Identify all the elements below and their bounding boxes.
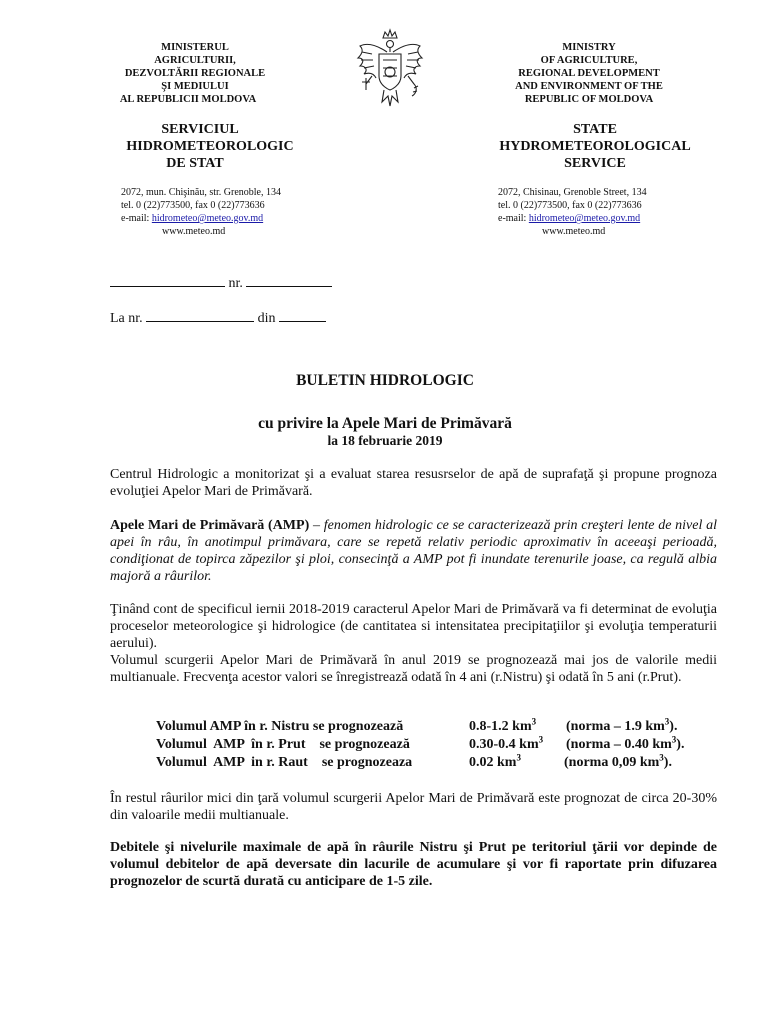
forecast-label: Volumul AMP in r. Raut se prognozeaza	[156, 755, 413, 770]
phone-fax: tel. 0 (22)773500, fax 0 (22)773636	[121, 200, 265, 211]
la-nr-label: La nr.	[110, 311, 143, 326]
forecast-norm: (norma – 1.9 $km^3$).	[566, 716, 678, 734]
ministry-line: MINISTERUL	[161, 42, 229, 53]
din-label: din	[257, 311, 276, 326]
coat-of-arms-icon	[352, 28, 428, 110]
phone-fax: tel. 0 (22)773500, fax 0 (22)773636	[498, 200, 642, 211]
coat-of-arms-emblem	[352, 28, 428, 110]
service-line: STATE	[573, 122, 617, 137]
ministry-line: REGIONAL DEVELOPMENT	[518, 68, 660, 79]
address: 2072, mun. Chişinău, str. Grenoble, 134	[121, 187, 281, 198]
email-line	[121, 212, 351, 225]
ministry-line: REPUBLIC OF MOLDOVA	[524, 94, 654, 105]
forecast-row-nistru	[156, 716, 716, 736]
blank-line	[110, 274, 225, 287]
blank-line	[246, 274, 332, 287]
small-rivers-paragraph: În restul râurilor mici din ţară volumul scurgerii Apelor Mari de Primăvară este prognozat de circa 20-30% din valoarile medii multianuale.	[110, 791, 717, 823]
forecast-label: Volumul AMP în r. Prut se prognozează	[156, 737, 410, 752]
ministry-line: OF AGRICULTURE,	[540, 55, 638, 66]
amp-definition: – fenomen hidrologic ce se caracterizează prin creşteri lente de nivel al apei în râu, în anotimpul primăvara, care se repetă relativ periodic aproximativ în aceeaşi perioadă, condiţionat de topirca zăpezilor şi ploi, consecinţă a AMP pot fi inundate terenurile joase, ca regulă albia majoră a râurilor.	[110, 518, 717, 584]
ministry-line: ŞI MEDIULUI	[161, 81, 229, 92]
forecast-value: 0.8-1.2 $km^3$	[469, 716, 537, 734]
contact-block-en	[498, 186, 728, 238]
winter-paragraph: Ţinând cont de specificul iernii 2018-2019 caracterul Apelor Mari de Primăvară va fi determinat de evoluţia proceselor meteorologice şi hidrologice (de cantitatea si intensitatea precipitaţiilor şi evoluţia temperaturii aerului).	[110, 602, 717, 651]
forecast-row-prut	[156, 734, 716, 754]
address: 2072, Chisinau, Grenoble Street, 134	[498, 187, 647, 198]
service-line: HYDROMETEOROLOGICAL	[499, 139, 691, 154]
email-label: e-mail:	[498, 213, 529, 224]
service-line: SERVICIUL	[161, 122, 239, 137]
document-title: BULETIN HIDROLOGIC	[296, 372, 474, 389]
website: www.meteo.md	[162, 226, 226, 237]
blank-line	[279, 309, 326, 322]
forecast-norm: (norma – 0.40 $km^3$).	[566, 734, 685, 752]
forecast-value: 0.30-0.4 $km^3$	[469, 734, 544, 752]
forecast-value: 0.02 $km^3$	[469, 752, 521, 770]
forecast-norm: (norma 0,09 $km^3$).	[564, 752, 672, 770]
ministry-header-ro	[100, 41, 290, 106]
service-line: HIDROMETEOROLOGIC	[126, 139, 294, 154]
discharges-paragraph: Debitele şi nivelurile maximale de apă în râurile Nistru şi Prut pe teritoriul ţării vor depinde de volumul debitelor de apă deversate din lacurile de acumulare şi vor fi raportate prin difuzarea prognozelor de scurtă durată cu anticipare de 1-5 zile.	[110, 840, 717, 889]
nr-label: nr.	[228, 276, 243, 291]
email-line	[498, 212, 728, 225]
document-subtitle: cu privire la Apele Mari de Primăvară	[258, 415, 512, 432]
reference-number-line	[110, 309, 326, 327]
ministry-line: AL REPUBLICII MOLDOVA	[119, 94, 257, 105]
ministry-line: AND ENVIRONMENT OF THE	[515, 81, 663, 92]
service-line: SERVICE	[564, 156, 626, 171]
amp-term: Apele Mari de Primăvară (AMP)	[110, 518, 310, 533]
volume-paragraph: Volumul scurgerii Apelor Mari de Primăvară în anul 2019 se prognozează mai jos de valorile medii multianuale. Frecvenţa acestor valori se înregistrează odată în 4 ani (r.Nistru) şi odată în 5 ani (r.Prut).	[110, 653, 717, 685]
website: www.meteo.md	[542, 226, 606, 237]
document-date: la 18 februarie 2019	[327, 433, 443, 448]
intro-paragraph: Centrul Hidrologic a monitorizat şi a evaluat starea resusrselor de apă de suprafaţă şi propune prognoza evoluţiei Apelor Mari de Primăvară.	[110, 467, 717, 499]
email-label: e-mail:	[121, 213, 152, 224]
service-name-en	[485, 121, 705, 172]
ministry-header-en	[494, 41, 684, 106]
service-line: DE STAT	[166, 156, 224, 171]
forecast-row-raut	[156, 752, 716, 772]
ministry-line: AGRICULTURII,	[154, 55, 236, 66]
blank-line	[146, 309, 254, 322]
email-link[interactable]: hidrometeo@meteo.gov.md	[528, 213, 641, 224]
ministry-line: DEZVOLTĂRII REGIONALE	[124, 68, 266, 79]
email-link[interactable]: hidrometeo@meteo.gov.md	[151, 213, 264, 224]
contact-block-ro	[121, 186, 351, 238]
amp-definition-paragraph	[110, 517, 717, 585]
service-name-ro	[100, 121, 320, 172]
forecast-label: Volumul AMP în r. Nistru se prognozează	[156, 719, 404, 734]
ministry-line: MINISTRY	[562, 42, 616, 53]
registration-number-line	[110, 274, 332, 292]
